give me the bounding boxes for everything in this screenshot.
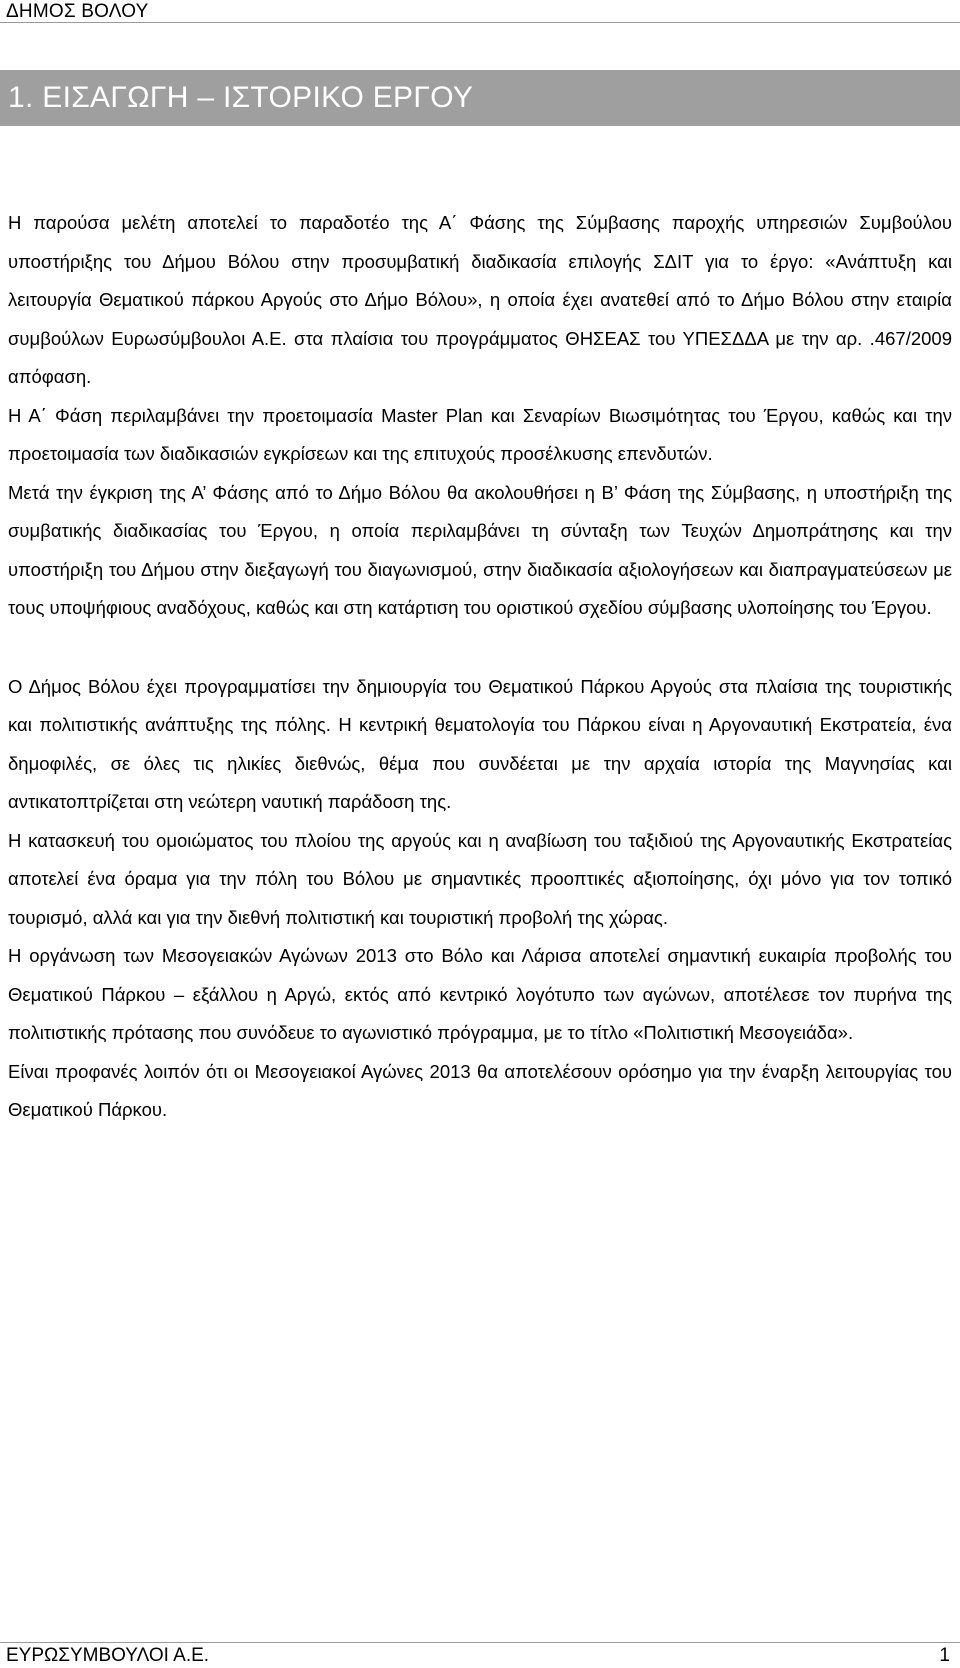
paragraph-mediterranean-games: Η οργάνωση των Μεσογειακών Αγώνων 2013 στο Βόλο και Λάρισα αποτελεί σημαντική ευκαιρία προβολής του Θεματικού Πάρκου – εξάλλου η Αργώ, εκτός από κεντρικό λογότυπο των αγώνων, αποτέλεσε τον πυρήνα της πολιτιστικής πρότασης που συνόδευε το αγωνιστικό πρόγραμμα, με το τίτλο «Πολιτιστική Μεσογειάδα». [8,945,952,1043]
paragraph-conclusion: Είναι προφανές λοιπόν ότι οι Μεσογειακοί Αγώνες 2013 θα αποτελέσουν ορόσημο για την έναρξη λειτουργίας του Θεματικού Πάρκου. [8,1060,952,1120]
header-divider [0,22,960,23]
section-banner [0,70,960,126]
footer-divider [0,1642,960,1643]
paragraph-gap [8,628,952,668]
paragraph-phase-a: Η Α΄ Φάση περιλαμβάνει την προετοιμασία Master Plan και Σεναρίων Βιωσιμότητας του Έργου, καθώς και την προετοιμασία των διαδικασιών εγκρίσεων και της επιτυχούς προσέλκυσης επενδυτών. [8,404,952,464]
paragraph-intro: Η παρούσα μελέτη αποτελεί το παραδοτέο της Α΄ Φάσης της Σύμβασης παροχής υπηρεσιών Συμβούλου υποστήριξης του Δήμου Βόλου στην προσυμβατική διαδικασία επιλογής ΣΔΙΤ για το έργο: «Ανάπτυξη και λειτουργία Θεματικού πάρκου Αργούς στο Δήμο Βόλου», η οποία έχει ανατεθεί από το Δήμο Βόλου στην εταιρία συμβούλων Ευρωσύμβουλοι Α.Ε. στα πλαίσια του προγράμματος ΘΗΣΕΑΣ του ΥΠΕΣΔΔΑ με την αρ. .467/2009 απόφαση. [8,212,952,387]
section-title: 1. ΕΙΣΑΓΩΓΗ – ΙΣΤΟΡΙΚΟ ΕΡΓΟΥ [8,81,474,114]
paragraph-phase-b: Μετά την έγκριση της Α’ Φάσης από το Δήμο Βόλου θα ακολουθήσει η Β’ Φάση της Σύμβασης, η υποστήριξη της συμβατικής διαδικασίας του Έργου, η οποία περιλαμβάνει τη σύνταξη των Τευχών Δημοπράτησης και την υποστήριξη του Δήμου στην διεξαγωγή του διαγωνισμού, στην διαδικασία αξιολογήσεων και διαπραγματεύσεων με τους υποψήφιους αναδόχους, καθώς και στη κατάρτιση του οριστικού σχεδίου σύμβασης υλοποίησης του Έργου. [8,481,952,618]
page-footer: ΕΥΡΩΣΥΜΒΟΥΛΟΙ Α.Ε. [6,1645,210,1666]
paragraph-ship-replica: Η κατασκευή του ομοιώματος του πλοίου της αργούς και η αναβίωση του ταξιδιού της Αργοναυτικής Εκστρατείας αποτελεί ένα όραμα για την πόλη του Βόλου με σημαντικές προοπτικές αξιοποίησης, όχι μόνο για τον τοπικό τουρισμό, αλλά και για την διεθνή πολιτιστική και τουριστική προβολή της χώρας. [8,829,952,928]
page-header: ΔΗΜΟΣ ΒΟΛΟΥ [6,1,149,22]
page-number: 1 [939,1645,950,1666]
document-body [8,204,952,1130]
paragraph-theme-park: Ο Δήμος Βόλου έχει προγραμματίσει την δημιουργία του Θεματικού Πάρκου Αργούς στα πλαίσια της τουριστικής και πολιτιστικής ανάπτυξης της πόλης. Η κεντρική θεματολογία του Πάρκου είναι η Αργοναυτική Εκστρατεία, ένα δημοφιλές, σε όλες τις ηλικίες διεθνώς, θέμα που συνδέεται με την αρχαία ιστορία της Μαγνησίας και αντικατοπτρίζεται στη νεώτερη ναυτική παράδοση της. [8,675,952,812]
